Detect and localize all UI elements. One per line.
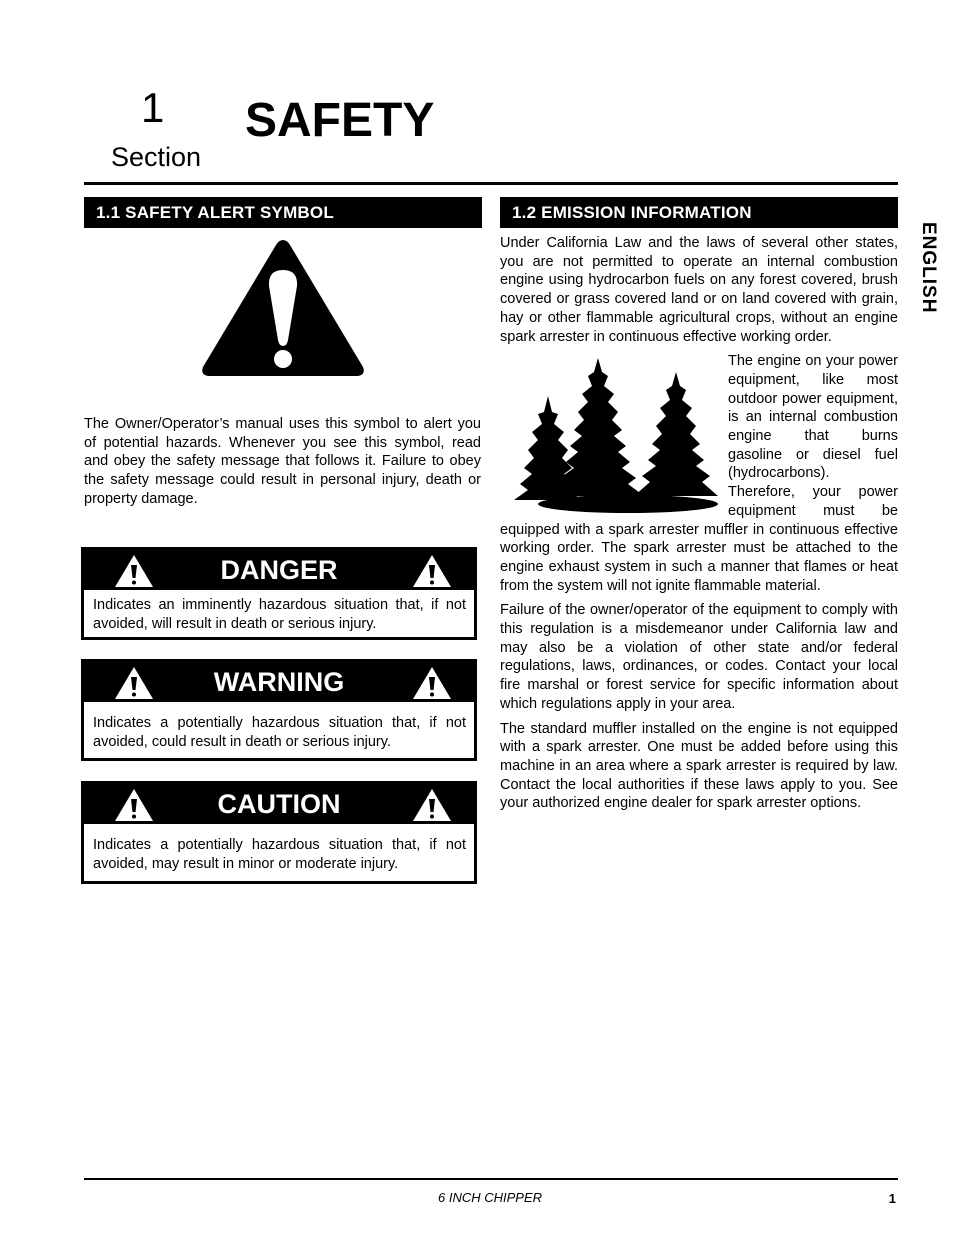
exclamation-triangle-icon (199, 236, 367, 379)
page-number: 1 (888, 1191, 896, 1206)
footer-rule (84, 1178, 898, 1180)
sign-text: Indicates an imminently hazardous situation that, if not avoided, will result in death or serious injury. (93, 597, 466, 632)
danger-header (84, 550, 474, 590)
safety-alert-heading: 1.1 SAFETY ALERT SYMBOL (84, 197, 482, 228)
emission-paragraph: Failure of the owner/operator of the equipment to comply with this regulation is a misdemeanor under California law and may also be a violation of other state and/or federal regulations, laws, ordinances, or codes. Contact your local fire marshal or forest service for specific information about which regulations apply in your area. (500, 602, 898, 712)
caution-sign (81, 781, 477, 884)
language-tab (914, 222, 942, 332)
warning-triangle-icon (412, 788, 452, 822)
emission-info-body (500, 234, 898, 819)
warning-sign (81, 659, 477, 761)
warning-header (84, 662, 474, 702)
header-rule (84, 182, 898, 185)
emission-paragraph: The engine on your power equipment, like most outdoor power equipment, is an internal combustion engine that burns gasoline or diesel fuel (hydrocarbons). Therefore, your power equipment must be equipped with a spark arrester muffler in continuous effective working order. The spark arrester must be attached to the engine exhaust system in such a manner that flames or heat from the system will not ignite flammable material. (500, 353, 898, 594)
page-title: SAFETY (245, 94, 435, 147)
section-label: Section (111, 142, 202, 172)
signal-word: DANGER (220, 555, 338, 585)
danger-sign (81, 547, 477, 640)
footer-title: 6 INCH CHIPPER (437, 1190, 543, 1205)
sign-text: Indicates a potentially hazardous situation that, if not avoided, could result in death or serious injury. (93, 715, 466, 750)
warning-triangle-icon (412, 666, 452, 700)
warning-triangle-icon (412, 554, 452, 588)
section-number: 1 (141, 84, 165, 131)
emission-paragraph: The standard muffler installed on the engine is not equipped with a spark arrester. One must be added before using this machine in an area where a spark arrester is required by law. Contact the local authorities if these laws apply to you. See your authorized engine dealer for spark arrester options. (500, 720, 898, 812)
language-tab-label: ENGLISH (918, 222, 939, 314)
alert-description: The Owner/Operator’s manual uses this symbol to alert you of potential hazards. Whenever you see this symbol, read and obey the safety message that follows it. Failure to obey the safety message could result in personal injury, death or property damage. (84, 416, 481, 507)
caution-header (84, 784, 474, 824)
pine-trees-icon (500, 354, 722, 514)
signal-word: WARNING (213, 667, 345, 697)
emission-info-heading: 1.2 EMISSION INFORMATION (500, 197, 898, 228)
signal-word: CAUTION (217, 789, 341, 819)
sign-text: Indicates a potentially hazardous situation that, if not avoided, may result in minor or moderate injury. (93, 837, 466, 872)
emission-paragraph: Under California Law and the laws of several other states, you are not permitted to operate an internal combustion engine using hydrocarbon fuels on any forest covered, brush covered or grass covered land or on land covered with grain, hay or other flammable agricultural crops, without an engine spark arrester in continuous effective working order. (500, 235, 898, 345)
